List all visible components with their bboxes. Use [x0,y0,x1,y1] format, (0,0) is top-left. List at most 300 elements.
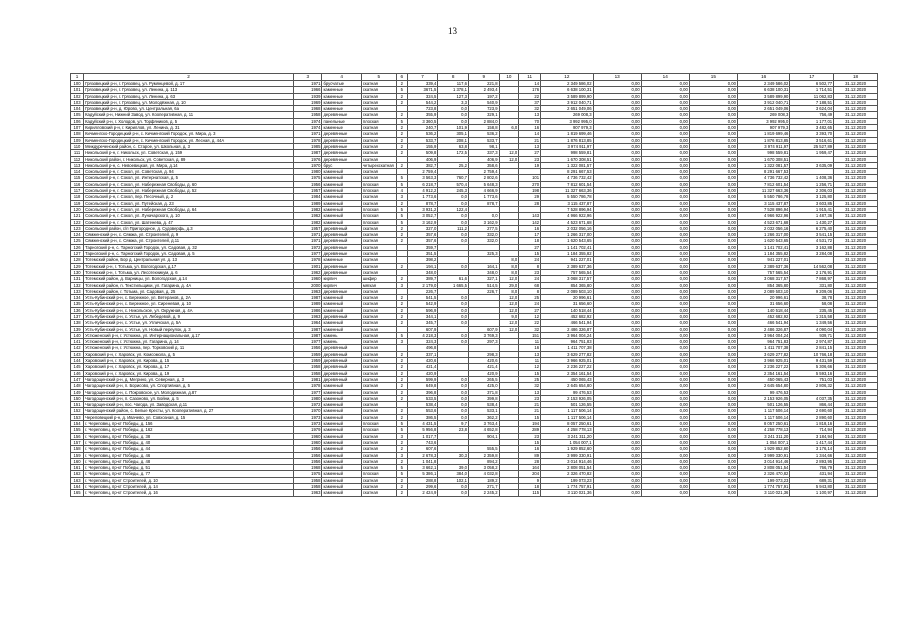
table-cell: 1980 [294,169,322,175]
table-cell: 0,0 [438,383,469,389]
table-cell: 2 802,6 [468,175,499,181]
table-cell: 110 [71,143,84,149]
table-cell: 125 [71,238,84,244]
table-cell: 3 [396,433,407,439]
header-cell: 13 [593,74,641,81]
table-cell: 878,7 [468,200,499,206]
table-cell: 514,5 [468,282,499,288]
table-cell: 1959 [294,351,322,357]
table-cell: 102 [71,93,84,99]
table-cell: 5 550 786,78 [737,194,789,200]
table-cell: Кичменгско-Городецкий р-н, с. Кичменгский Городок, ул. Лесная, д. 44А [84,137,294,143]
table-cell: деревянный [322,313,361,319]
table-cell: 0,00 [593,376,641,382]
table-cell: каменный [322,181,361,187]
table-cell: 0,00 [593,282,641,288]
table-cell: 8,0 [499,257,519,263]
table-cell: 14 [519,131,541,137]
table-cell: 105 [71,112,84,118]
table-cell: Тарногский р-н, с. Тарногский Городок, ул. Садовая, д. 32 [84,244,294,250]
table-cell: скатная [361,269,396,275]
table-cell: деревянные [322,263,361,269]
table-cell: 111,2 [438,225,469,231]
table-cell: 108 [71,131,84,137]
table-cell: 2 424,9 [407,490,438,496]
table-cell: 0,00 [689,244,737,250]
table-cell: 1984 [294,194,322,200]
table-cell: скатная [361,376,396,382]
table-cell: 115 [71,175,84,181]
table-cell: 0,0 [468,213,499,219]
table-cell: 0,00 [689,137,737,143]
table-cell: 452 682,92 [737,313,789,319]
table-cell: четырехскатная [361,162,396,168]
table-cell: каменные [322,93,361,99]
table-cell: 723,8 [407,106,438,112]
table-cell [499,490,519,496]
table-cell: 13 [519,351,541,357]
register-table [70,73,878,497]
table-cell: шифер [361,276,396,282]
table-cell: Харовский р-н, г. Харовск, ул. Кирова, д. 15 [84,358,294,364]
table-cell: 0,00 [641,112,689,118]
table-cell: 0,00 [689,383,737,389]
table-cell: Кирилловский р-н, г. Кириллов, ул. Ленина, д. 31 [84,125,294,131]
table-cell: 1 670 308,51 [737,156,789,162]
table-cell: 452 682,92 [541,313,593,319]
table-cell: 31.12.2020 [834,175,878,181]
table-cell: скатная [361,232,396,238]
table-cell: 0,00 [641,213,689,219]
table-cell: 1 054 007,1 [541,439,593,445]
table-cell: 325,3 [468,251,499,257]
table-cell: Сокольский р-н, г. Сокол, ул. Луначарского, д. 10 [84,213,294,219]
table-cell: 421,4 [468,364,499,370]
header-cell: 17 [790,74,834,81]
table-cell: 2 [396,295,407,301]
table-cell: 649,8 [407,383,438,389]
table-cell: Тотемский р-н, г. Тотьма, ул. Лесотехникум, д. 6 [84,269,294,275]
table-cell: 30,3 [438,452,469,458]
table-cell: 102,1 [438,477,469,483]
table-cell: Чагодощенский р-н, п. Борисово, ул. Спортивная, д. 5 [84,383,294,389]
header-cell: 4 [322,74,361,81]
table-cell: 4 258 778,13 [541,427,593,433]
table-cell: 1962 [294,213,322,219]
table-cell: 1987 [294,150,322,156]
table-cell: г. Череповец, пр-кт Строителей, д. 16 [84,490,294,496]
table-cell: 3 241 311,20 [737,433,789,439]
table-cell: 0,00 [641,99,689,105]
table-cell: Сокольский р-н, г. Сокол, ул. Советская, д. 94 [84,169,294,175]
table-cell: 2 806,32 [790,383,834,389]
table-cell: 269 008,3 [737,112,789,118]
table-cell: 142 [71,345,84,351]
table-cell: 941 227,01 [541,257,593,263]
table-cell: Харовский р-н, г. Харовск, ул. Комсомола, д. 5 [84,351,294,357]
table-cell: 1 184 355,82 [541,251,593,257]
table-cell: 21 [519,408,541,414]
table-cell: 0,00 [593,206,641,212]
table-cell: 0,00 [689,181,737,187]
table-cell: 0,0 [438,232,469,238]
table-cell: 1985 [294,143,322,149]
table-cell: 0,00 [641,93,689,99]
table-cell: 420,6 [468,358,499,364]
table-cell: 31.12.2020 [834,238,878,244]
table-cell: каменные [322,99,361,105]
table-cell: 1977 [294,389,322,395]
table-cell: 0,00 [593,244,641,250]
table-cell: 31.12.2020 [834,364,878,370]
table-cell: каменный [322,439,361,445]
table-cell: 24 [519,301,541,307]
table-cell: 0,00 [593,225,641,231]
table-cell: 1969 [294,99,322,105]
table-cell: каменный [322,427,361,433]
table-cell: 13 [519,389,541,395]
table-cell: 22 [519,320,541,326]
table-cell: 2 [396,351,407,357]
table-cell: 12,0 [499,276,519,282]
header-cell: 9 [468,74,499,81]
table-cell: скатная [361,326,396,332]
table-cell: 0,00 [641,313,689,319]
table-cell: 541,5 [407,295,438,301]
table-cell: 0,00 [689,257,737,263]
table-cell: скатная [361,263,396,269]
table-cell: 31.12.2020 [834,225,878,231]
table-cell: скатная [361,175,396,181]
table-cell: 0,00 [641,87,689,93]
table-cell: 2 890,60 [790,414,834,420]
table-cell: 120 [71,206,84,212]
table-cell: 31.12.2020 [834,232,878,238]
table-cell: 8 057 250,61 [737,421,789,427]
table-cell: 221,8 [468,81,499,87]
table-cell: 197,2 [468,93,499,99]
table-cell: Грязовецкий р-н, г. Грязовец, ул. Ленина, д. 113 [84,87,294,93]
table-cell: Грязовецкий р-н, г. Грязовец, ул. Молодёжная, д. 10 [84,99,294,105]
table-cell: 1958 [294,484,322,490]
table-cell: 1 177,01 [790,118,834,124]
table-cell: 337,1 [407,351,438,357]
table-cell: 11 327 663,36 [737,188,789,194]
table-cell: 0,00 [593,395,641,401]
table-cell: 3 999 330,91 [541,452,593,458]
table-cell: 0,00 [689,188,737,194]
table-cell: 344,1 [407,313,438,319]
table-cell: 939,71 [790,332,834,338]
table-cell: 2 [396,395,407,401]
table-cell: 288,8 [407,477,438,483]
table-cell: 15 [519,439,541,445]
table-cell: 3 624,04 [790,106,834,112]
table-cell: 1 315,58 [790,313,834,319]
table-cell: 19 [519,162,541,168]
table-cell: Тотемский район, д. Варницы, ул. Вологодская, д.14 [84,276,294,282]
table-cell: 4 966 922,96 [541,213,593,219]
table-cell: деревянный [322,370,361,376]
table-cell: 270 [519,181,541,187]
table-cell: 0,00 [689,465,737,471]
table-cell: 2 [396,112,407,118]
table-cell: 382,7 [407,162,438,168]
table-cell: 129 [71,263,84,269]
table-cell: 199 073,23 [541,477,593,483]
table-cell: 1976 [294,156,322,162]
table-cell: 0,00 [689,452,737,458]
table-cell: 2 759,4 [407,169,438,175]
table-cell: 5 [396,465,407,471]
table-cell: 172,5 [438,150,469,156]
table-cell: 2 [396,131,407,137]
table-cell: 5 [396,421,407,427]
table-cell: 31.12.2020 [834,421,878,427]
table-cell: 1 430,27 [790,219,834,225]
table-cell: 16 [519,345,541,351]
table-cell: скатная [361,238,396,244]
table-cell: 0,00 [593,219,641,225]
table-cell: 0,00 [689,458,737,464]
table-cell: 156 [71,433,84,439]
table-cell: 100 [71,81,84,87]
table-cell: 11 327 663,36 [541,188,593,194]
table-cell: 31.12.2020 [834,112,878,118]
table-cell: 0,00 [641,125,689,131]
table-cell: 1968 [294,465,322,471]
header-cell: 14 [641,74,689,81]
table-cell: скатная [361,345,396,351]
table-cell: 1 349,56 [790,320,834,326]
table-cell: 9,0 [499,313,519,319]
table-cell: 2 [396,143,407,149]
table-cell: скатная [361,358,396,364]
table-cell: 0,00 [689,433,737,439]
table-cell: 39,0 [438,465,469,471]
table-cell: 0,00 [593,433,641,439]
table-cell: 0,00 [641,269,689,275]
table-cell: панельные [322,118,361,124]
table-cell: 714,94 [790,427,834,433]
table-cell: 4 431,5 [407,421,438,427]
table-cell: 357,6 [407,238,438,244]
table-cell: 3 603,85 [790,200,834,206]
table-cell: 0,00 [689,263,737,269]
table-cell: Кичменгско-Городецкий р-н, с. Кичменгский Городок, ул. Мира, д. 3 [84,131,294,137]
table-cell: 1986 [294,307,322,313]
table-cell: 111 [71,150,84,156]
table-cell: 0,00 [641,206,689,212]
table-cell: Кадуйский р-н, Нижний Завод, ул. Кооперативная, д. 11 [84,112,294,118]
table-cell: 3 110 021,36 [541,490,593,496]
table-cell: 118 [71,194,84,200]
table-cell: скатная [361,99,396,105]
table-cell: 0,00 [689,232,737,238]
table-cell: 31.12.2020 [834,81,878,87]
table-cell: 0,00 [641,232,689,238]
table-cell: скатная [361,364,396,370]
table-cell: каменный [322,402,361,408]
table-cell: 2 [396,408,407,414]
table-cell: 4 [396,188,407,194]
table-cell: 0,0 [438,106,469,112]
table-cell: 99 476,53 [737,389,789,395]
table-cell: 32 [519,383,541,389]
table-cell: 1960 [294,433,322,439]
table-cell: 0,00 [641,143,689,149]
table-cell: 0,00 [641,395,689,401]
table-cell: Сокольский р-н, г. Сокол, пер. Песочный, д. 2 [84,194,294,200]
table-cell: 399,8 [468,395,499,401]
table-cell: 0,00 [641,326,689,332]
table-cell: 0,00 [689,326,737,332]
table-cell: 31.12.2020 [834,427,878,433]
table-cell: 31.12.2020 [834,150,878,156]
table-cell: 31.12.2020 [834,206,878,212]
table-cell: 138 [71,320,84,326]
table-cell: 3 162,88 [790,244,834,250]
table-cell: 7 528 896,94 [541,206,593,212]
table-cell: 0,00 [641,439,689,445]
table-cell: 31.12.2020 [834,326,878,332]
table-cell: скатная [361,112,396,118]
table-cell: 357,6 [407,232,438,238]
table-cell: Сокольский р-н, г. Сокол, ул. Путейская, д. 23 [84,200,294,206]
table-cell: 116 [71,181,84,187]
table-cell: 1973 [294,414,322,420]
table-cell: 0,00 [593,339,641,345]
table-cell: 31.12.2020 [834,395,878,401]
table-cell: 0,00 [593,87,641,93]
table-cell: 0,00 [689,477,737,483]
table-cell: 757 565,54 [737,269,789,275]
table-cell: 151 [71,402,84,408]
table-cell: 31.12.2020 [834,282,878,288]
table-cell: 31.12.2020 [834,257,878,263]
header-cell: 2 [84,74,294,81]
table-cell: деревянный [322,351,361,357]
table-cell: 101 [71,87,84,93]
table-cell: 143 [519,213,541,219]
table-cell: Сокольский р-н, г. Сокол, ул. Шатенева, д. 47 [84,219,294,225]
table-cell: 31.12.2020 [834,477,878,483]
table-cell: 1978 [294,257,322,263]
table-cell: г. Череповец, пр-кт Строителей, д. 14 [84,484,294,490]
table-cell: 596,9 [407,307,438,313]
table-cell: 5 593,16 [790,370,834,376]
table-cell: 555,5 [468,446,499,452]
table-cell: 1960 [294,439,322,445]
table-cell: 1 017,7 [407,433,438,439]
table-cell: 0,0 [438,490,469,496]
table-cell: 542,9 [407,301,438,307]
table-cell: 536,2 [468,131,499,137]
table-cell: 0,00 [593,169,641,175]
table-cell: 37 [519,99,541,105]
table-cell: 6 275,40 [790,225,834,231]
table-cell: 0,00 [593,332,641,338]
table-cell: 31.12.2020 [834,251,878,257]
table-cell: 1966 [294,87,322,93]
table-cell: 3 014 914,46 [737,458,789,464]
table-cell: мягкая [361,282,396,288]
table-cell: 0,00 [689,206,737,212]
table-cell: 4 523 671,68 [541,219,593,225]
table-cell: 0,00 [641,156,689,162]
table-cell: 0,00 [593,439,641,445]
table-cell: 269 008,3 [541,112,593,118]
table-cell: 0,00 [689,143,737,149]
table-cell: 6 218,7 [407,181,438,187]
table-cell: 0,00 [593,137,641,143]
table-cell: 3 393,70 [790,131,834,137]
table-cell: 143 [71,351,84,357]
table-cell: 7 528 896,94 [737,206,789,212]
table-cell: 4 090,04 [790,326,834,332]
table-cell: 2 [396,93,407,99]
table-cell: скатная [361,137,396,143]
table-cell: 31.12.2020 [834,269,878,275]
table-cell: 5 [396,213,407,219]
table-cell: 5 956,8 [407,427,438,433]
table-cell: 2 [396,414,407,420]
table-cell: 21 [519,137,541,143]
table-cell: 1977 [294,251,322,257]
table-cell: 0,00 [689,313,737,319]
table-cell: 0,0 [438,307,469,313]
table-cell: 6 638 100,31 [737,87,789,93]
table-cell: 8 [519,263,541,269]
table-cell: 121 [71,213,84,219]
table-row [71,490,878,496]
table-cell: 540,9 [468,99,499,105]
table-cell: 164,1 [468,263,499,269]
table-cell: 0,00 [689,358,737,364]
table-cell: 31.12.2020 [834,125,878,131]
table-cell: 2 651 049,06 [541,106,593,112]
table-cell: 0,0 [438,484,469,490]
table-cell: 0,00 [641,169,689,175]
table-cell: 31.12.2020 [834,376,878,382]
table-cell: 1956 [294,345,322,351]
table-cell: 140 518,44 [737,307,789,313]
table-cell: 4 912,2 [407,188,438,194]
table-cell: 0,00 [641,370,689,376]
table-cell: 0,00 [593,301,641,307]
table-cell: 28 [519,458,541,464]
table-cell: 0,00 [641,288,689,294]
table-cell: 0,00 [641,433,689,439]
table-cell: 2 032 056,16 [737,225,789,231]
table-cell: 0,00 [689,112,737,118]
table-cell: 1 266 317,00 [541,232,593,238]
table-cell: 0,0 [438,339,469,345]
table-cell: 0,00 [593,446,641,452]
table-cell: кирпич [322,276,361,282]
table-cell: 1974 [294,118,322,124]
table-cell: 1 041,8 [407,458,438,464]
table-cell: 16 [519,446,541,452]
table-cell: Чагодощенский р-н, п. Сазоново, ул. Бойни, д. 5 [84,395,294,401]
table-cell: скатная [361,257,396,263]
table-cell: 101,9 [438,125,469,131]
table-cell: 3 052,7 [407,213,438,219]
table-cell: каменный [322,301,361,307]
table-cell: 8 291 667,53 [541,169,593,175]
table-cell: 2 [396,238,407,244]
table-cell: 8 291 667,53 [737,169,789,175]
